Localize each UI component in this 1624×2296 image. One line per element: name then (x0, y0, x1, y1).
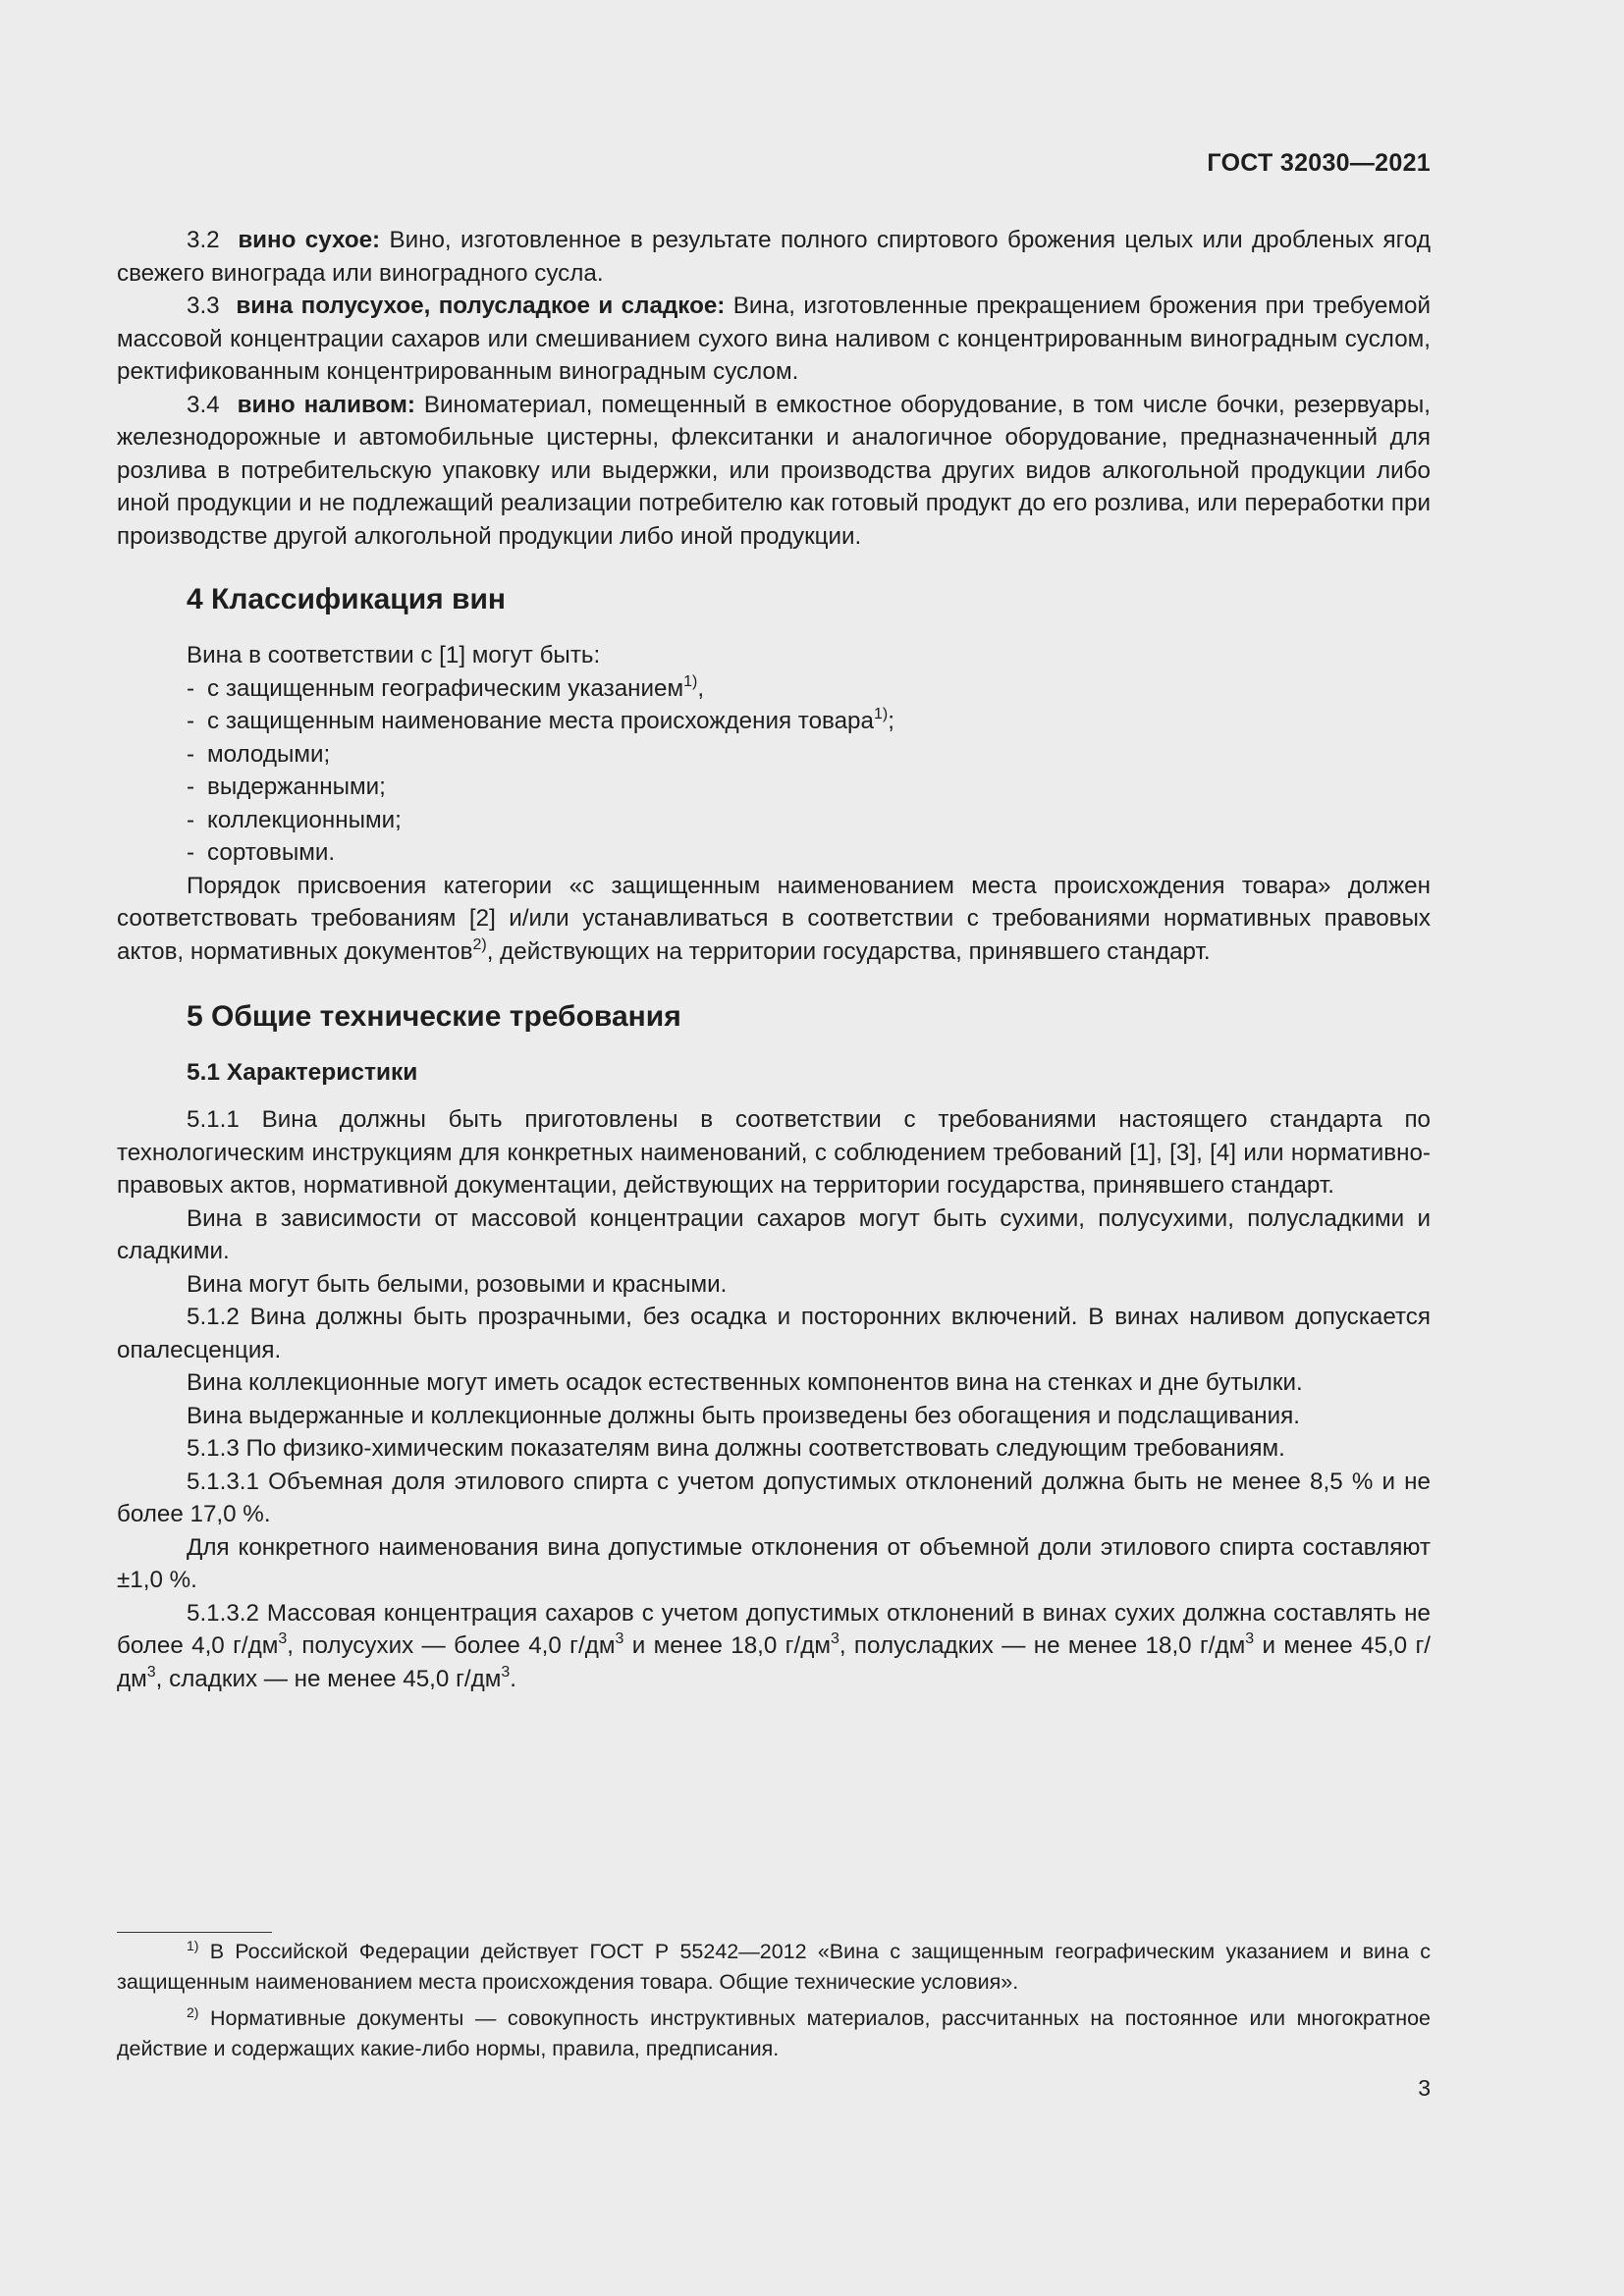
paragraph-5-1-3-1: 5.1.3.1 Объемная доля этилового спирта с учетом допустимых отклонений должна быть не менее 8,5 % и не более 17,0 %. (117, 1468, 1431, 1527)
paragraph-colors: Вина могут быть белыми, розовыми и красными. (187, 1270, 728, 1298)
footnote-ref: 2) (472, 935, 487, 953)
paragraph-deviation: Для конкретного наименования вина допустимые отклонения от объемной доли этилового спирта составляют ±1,0 %. (117, 1533, 1431, 1593)
list-item: - с защищенным географическим указанием$^{1)}$, (187, 672, 705, 702)
footnote-ref: 1) (683, 672, 698, 690)
term-number: 3.3 (187, 293, 220, 319)
term-definition: Виноматериал, помещенный в емкостное оборудование, в том числе бочки, резервуары, железнодорожные и автомобильные цистерны, флекситанки и аналогичное оборудование, предназначенный для розлива в потребительскую упаковку или выдержки, или производства других видов алкогольной продукции либо иной продукции и не подлежащий реализации потребителю как готовый продукт до его розлива, или переработки при производстве другой алкогольной продукции либо иной продукции. (117, 391, 1431, 550)
list-item: - с защищенным наименование места происхождения товара$^{1)}$; (187, 706, 894, 734)
term-number: 3.4 (187, 391, 220, 418)
footnote-divider (117, 1932, 272, 1933)
list-item: - выдержанными; (187, 774, 386, 800)
page-number: 3 (1418, 2075, 1431, 2101)
term-name: вина полусухое, полусладкое и сладкое: (236, 293, 726, 319)
list-item: - молодыми; (187, 740, 331, 768)
term-number: 3.2 (187, 227, 220, 253)
term-definition: Вино, изготовленное в результате полного спиртового брожения целых или дробленых ягод свежего винограда или виноградного сусла. (117, 227, 1431, 287)
list-item: - коллекционными; (187, 806, 402, 833)
footnotes (117, 1937, 1431, 2064)
footnote-2: $^{2)}$ Нормативные документы — совокупность инструктивных материалов, рассчитанных на постоянное или многократное действие и содержащих какие-либо нормы, правила, предписания. (117, 2004, 1431, 2060)
section-5-heading: 5 Общие технические требования (187, 1000, 681, 1033)
section-4-intro: Вина в соответствии с [1] могут быть: (187, 642, 601, 668)
paragraph-5-1-1: 5.1.1 Вина должны быть приготовлены в соответствии с требованиями настоящего стандарта по технологическим инструкциям для конкретных наименований, с соблюдением требований [1], [3], [4] или нормативно-правовых актов, нормативной документации, действующих на территории государства, принявшего стандарт. (117, 1106, 1431, 1199)
footnote-1: $^{1)}$ В Российской Федерации действует ГОСТ Р 55242—2012 «Вина с защищенным географическим указанием и вина с защищенным наименованием места происхождения товара. Общие технические условия». (117, 1938, 1431, 1994)
list-item: - сортовыми. (187, 839, 336, 866)
footnote-mark: 1) (187, 1938, 199, 1953)
paragraph-collection: Вина коллекционные могут иметь осадок естественных компонентов вина на стенках и дне бутылки. (187, 1369, 1303, 1396)
term-3-4 (117, 389, 1431, 554)
term-name: вино сухое: (238, 227, 381, 253)
term-definition: Вина, изготовленные прекращением брожения при требуемой массовой концентрации сахаров или смешиванием сухого вина наливом с концентрированным виноградным суслом, ректификованным концентрированным виноградным суслом. (117, 293, 1431, 385)
main-content (117, 224, 1431, 1695)
section-5-1-heading: 5.1 Характеристики (187, 1059, 418, 1086)
paragraph-sugar-types: Вина в зависимости от массовой концентрации сахаров могут быть сухими, полусухими, полусладкими и сладкими. (117, 1204, 1431, 1264)
footnote-mark: 2) (187, 2004, 199, 2020)
term-3-2 (117, 224, 1431, 290)
paragraph-5-1-3-2: 5.1.3.2 Массовая концентрация сахаров с учетом допустимых отклонений в винах сухих должна составлять не более 4,0 $г/дм^3$, полусухих — более 4,0 $г/дм^3$ и менее 18,0 $г/дм^3$, полусладких — не менее 18,0 $г/дм^3$ и менее 45,0 $г/дм^3$, сладких — не менее 45,0 $г/дм^3$. (117, 1599, 1432, 1692)
section-4-heading: 4 Классификация вин (187, 583, 507, 615)
document-code: ГОСТ 32030—2021 (1207, 149, 1431, 177)
term-3-3 (117, 290, 1431, 389)
paragraph-5-1-3: 5.1.3 По физико-химическим показателям вина должны соответствовать следующим требованиям. (187, 1435, 1285, 1462)
section-4-paragraph: Порядок присвоения категории «с защищенным наименованием места происхождения товара» должен соответствовать требованиям [2] и/или устанавливаться в соответствии с требованиями нормативных правовых актов, нормативных документов$^{2)}$, действующих на территории государства, принявшего стандарт. (117, 872, 1431, 965)
paragraph-5-1-2: 5.1.2 Вина должны быть прозрачными, без осадка и посторонних включений. В винах наливом допускается опалесценция. (117, 1304, 1431, 1363)
term-name: вино наливом: (237, 391, 415, 418)
paragraph-aged: Вина выдержанные и коллекционные должны быть произведены без обогащения и подслащивания. (187, 1402, 1300, 1429)
footnote-ref: 1) (873, 706, 889, 722)
